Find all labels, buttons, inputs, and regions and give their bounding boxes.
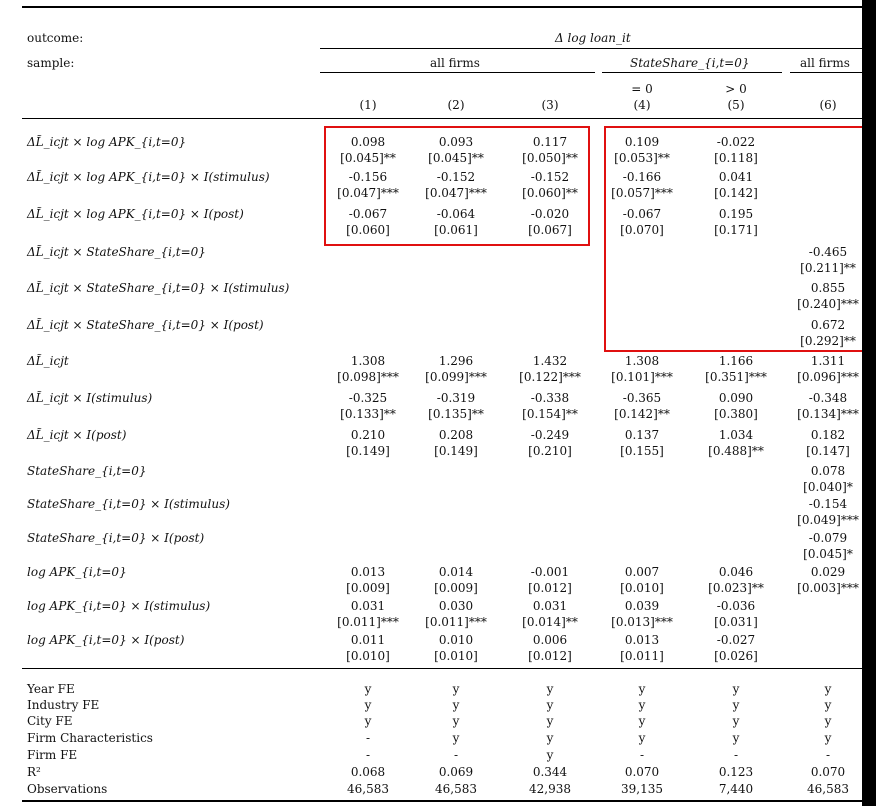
body-bottom-rule bbox=[22, 668, 862, 669]
coef-cell: -0.079 bbox=[808, 531, 848, 545]
se-cell: [0.101]*** bbox=[611, 370, 673, 384]
coef-cell: 0.030 bbox=[438, 599, 474, 613]
footer-cell: 46,583 bbox=[347, 782, 389, 796]
coef-cell: -0.020 bbox=[530, 207, 570, 221]
se-cell: [0.045]* bbox=[803, 547, 853, 561]
se-cell: [0.010] bbox=[434, 649, 478, 663]
coef-cell: 1.296 bbox=[438, 354, 474, 368]
se-cell: [0.098]*** bbox=[337, 370, 399, 384]
coef-cell: 0.078 bbox=[810, 464, 846, 478]
sample-label: sample: bbox=[27, 56, 75, 70]
footer-cell: 42,938 bbox=[529, 782, 571, 796]
footer-cell: 39,135 bbox=[621, 782, 663, 796]
se-cell: [0.142]** bbox=[614, 407, 670, 421]
coef-cell: 0.046 bbox=[718, 565, 754, 579]
coef-cell: -0.064 bbox=[436, 207, 476, 221]
coef-cell: 0.182 bbox=[810, 428, 846, 442]
row-label: ΔL̃_icjt × StateShare_{i,t=0} × I(stimulus) bbox=[27, 281, 290, 295]
se-cell: [0.031] bbox=[714, 615, 758, 629]
footer-cell: y bbox=[732, 714, 740, 728]
se-cell: [0.155] bbox=[620, 444, 664, 458]
se-cell: [0.060]** bbox=[522, 186, 578, 200]
coef-cell: -0.465 bbox=[808, 245, 848, 259]
se-cell: [0.057]*** bbox=[611, 186, 673, 200]
footer-cell: y bbox=[452, 714, 460, 728]
footer-label: Firm FE bbox=[27, 748, 78, 762]
row-label: ΔL̃_icjt × I(stimulus) bbox=[27, 391, 153, 405]
footer-cell: - bbox=[453, 748, 459, 762]
coef-cell: -0.249 bbox=[530, 428, 570, 442]
footer-cell: 46,583 bbox=[435, 782, 477, 796]
header-bottom-rule bbox=[22, 118, 862, 119]
se-cell: [0.122]*** bbox=[519, 370, 581, 384]
subsample-gt0: > 0 bbox=[725, 82, 747, 96]
coef-cell: 0.137 bbox=[624, 428, 660, 442]
se-cell: [0.014]** bbox=[522, 615, 578, 629]
subsample-eq0: = 0 bbox=[631, 82, 653, 96]
se-cell: [0.011]*** bbox=[425, 615, 487, 629]
coef-cell: -0.319 bbox=[436, 391, 476, 405]
coef-cell: -0.338 bbox=[530, 391, 570, 405]
column-number: (3) bbox=[541, 98, 559, 112]
coef-cell: -0.348 bbox=[808, 391, 848, 405]
footer-cell: 46,583 bbox=[807, 782, 849, 796]
se-cell: [0.011] bbox=[620, 649, 664, 663]
se-cell: [0.012] bbox=[528, 581, 572, 595]
se-cell: [0.147] bbox=[806, 444, 850, 458]
coef-cell: 1.166 bbox=[718, 354, 754, 368]
footer-cell: - bbox=[365, 731, 371, 745]
row-label: ΔL̃_icjt × log APK_{i,t=0} × I(post) bbox=[27, 207, 244, 221]
se-cell: [0.067] bbox=[528, 223, 572, 237]
se-cell: [0.047]*** bbox=[425, 186, 487, 200]
column-number: (6) bbox=[819, 98, 837, 112]
footer-cell: y bbox=[732, 698, 740, 712]
footer-cell: y bbox=[732, 731, 740, 745]
coef-cell: -0.166 bbox=[622, 170, 662, 184]
footer-label: City FE bbox=[27, 714, 73, 728]
footer-cell: 0.068 bbox=[350, 765, 386, 779]
coef-cell: -0.325 bbox=[348, 391, 388, 405]
se-cell: [0.012] bbox=[528, 649, 572, 663]
row-label: StateShare_{i,t=0} × I(post) bbox=[27, 531, 205, 545]
footer-cell: 0.070 bbox=[624, 765, 660, 779]
footer-cell: 0.069 bbox=[438, 765, 474, 779]
footer-cell: - bbox=[365, 748, 371, 762]
sample-rule-all-firms-2 bbox=[790, 72, 862, 73]
coef-cell: 0.195 bbox=[718, 207, 754, 221]
se-cell: [0.149] bbox=[346, 444, 390, 458]
se-cell: [0.134]*** bbox=[797, 407, 859, 421]
coef-cell: 1.432 bbox=[532, 354, 568, 368]
se-cell: [0.061] bbox=[434, 223, 478, 237]
coef-cell: 0.013 bbox=[624, 633, 660, 647]
footer-cell: - bbox=[825, 748, 831, 762]
se-cell: [0.118] bbox=[714, 151, 758, 165]
se-cell: [0.023]** bbox=[708, 581, 764, 595]
se-cell: [0.149] bbox=[434, 444, 478, 458]
se-cell: [0.010] bbox=[346, 649, 390, 663]
sample-rule-stateshare bbox=[602, 72, 782, 73]
se-cell: [0.053]** bbox=[614, 151, 670, 165]
se-cell: [0.040]* bbox=[803, 480, 853, 494]
footer-cell: y bbox=[824, 698, 832, 712]
coef-cell: 0.007 bbox=[624, 565, 660, 579]
coef-cell: 0.031 bbox=[532, 599, 568, 613]
coef-cell: -0.022 bbox=[716, 135, 756, 149]
footer-cell: y bbox=[546, 714, 554, 728]
se-cell: [0.488]** bbox=[708, 444, 764, 458]
sample-stateshare: StateShare_{i,t=0} bbox=[630, 56, 750, 70]
se-cell: [0.009] bbox=[434, 581, 478, 595]
sample-rule-all-firms bbox=[320, 72, 595, 73]
se-cell: [0.211]** bbox=[800, 261, 856, 275]
coef-cell: 0.006 bbox=[532, 633, 568, 647]
coef-cell: -0.027 bbox=[716, 633, 756, 647]
footer-cell: y bbox=[638, 714, 646, 728]
se-cell: [0.003]*** bbox=[797, 581, 859, 595]
coef-cell: 0.010 bbox=[438, 633, 474, 647]
footer-cell: y bbox=[452, 682, 460, 696]
coef-cell: -0.365 bbox=[622, 391, 662, 405]
row-label: StateShare_{i,t=0} bbox=[27, 464, 147, 478]
se-cell: [0.011]*** bbox=[337, 615, 399, 629]
footer-cell: y bbox=[546, 748, 554, 762]
se-cell: [0.210] bbox=[528, 444, 572, 458]
footer-cell: - bbox=[639, 748, 645, 762]
footer-cell: 0.344 bbox=[532, 765, 568, 779]
footer-cell: y bbox=[364, 698, 372, 712]
se-cell: [0.292]** bbox=[800, 334, 856, 348]
table-bottom-rule bbox=[22, 800, 862, 802]
footer-cell: y bbox=[452, 731, 460, 745]
coef-cell: 1.311 bbox=[810, 354, 846, 368]
coef-cell: 0.041 bbox=[718, 170, 754, 184]
coef-cell: 1.308 bbox=[350, 354, 386, 368]
coef-cell: 0.039 bbox=[624, 599, 660, 613]
coef-cell: -0.152 bbox=[436, 170, 476, 184]
footer-cell: y bbox=[546, 698, 554, 712]
footer-label: Industry FE bbox=[27, 698, 100, 712]
se-cell: [0.013]*** bbox=[611, 615, 673, 629]
top-rule bbox=[22, 6, 862, 8]
se-cell: [0.135]** bbox=[428, 407, 484, 421]
coef-cell: -0.067 bbox=[622, 207, 662, 221]
coef-cell: -0.067 bbox=[348, 207, 388, 221]
coef-cell: -0.001 bbox=[530, 565, 570, 579]
footer-cell: y bbox=[638, 731, 646, 745]
coef-cell: -0.036 bbox=[716, 599, 756, 613]
footer-label: Firm Characteristics bbox=[27, 731, 153, 745]
se-cell: [0.133]** bbox=[340, 407, 396, 421]
row-label: ΔL̃_icjt × StateShare_{i,t=0} × I(post) bbox=[27, 318, 264, 332]
footer-cell: y bbox=[638, 682, 646, 696]
row-label: log APK_{i,t=0} bbox=[27, 565, 127, 579]
row-label: ΔL̃_icjt × StateShare_{i,t=0} bbox=[27, 245, 206, 259]
coef-cell: 0.090 bbox=[718, 391, 754, 405]
coef-cell: 0.208 bbox=[438, 428, 474, 442]
footer-cell: y bbox=[364, 714, 372, 728]
row-label: ΔL̃_icjt × I(post) bbox=[27, 428, 127, 442]
row-label: ΔL̃_icjt bbox=[27, 354, 69, 368]
coef-cell: -0.154 bbox=[808, 497, 848, 511]
footer-label: Observations bbox=[27, 782, 108, 796]
coef-cell: -0.152 bbox=[530, 170, 570, 184]
coef-cell: 0.210 bbox=[350, 428, 386, 442]
footer-cell: y bbox=[364, 682, 372, 696]
footer-cell: y bbox=[546, 682, 554, 696]
se-cell: [0.050]** bbox=[522, 151, 578, 165]
outcome-value: Δ log loan_it bbox=[555, 31, 631, 45]
se-cell: [0.380] bbox=[714, 407, 758, 421]
footer-cell: y bbox=[452, 698, 460, 712]
footer-label: Year FE bbox=[27, 682, 75, 696]
se-cell: [0.010] bbox=[620, 581, 664, 595]
row-label: ΔL̃_icjt × log APK_{i,t=0} bbox=[27, 135, 187, 149]
se-cell: [0.045]** bbox=[340, 151, 396, 165]
row-label: log APK_{i,t=0} × I(stimulus) bbox=[27, 599, 211, 613]
outcome-rule bbox=[320, 48, 862, 49]
se-cell: [0.351]*** bbox=[705, 370, 767, 384]
column-number: (4) bbox=[633, 98, 651, 112]
column-number: (2) bbox=[447, 98, 465, 112]
coef-cell: 0.855 bbox=[810, 281, 846, 295]
se-cell: [0.047]*** bbox=[337, 186, 399, 200]
row-label: StateShare_{i,t=0} × I(stimulus) bbox=[27, 497, 230, 511]
footer-cell: y bbox=[732, 682, 740, 696]
footer-cell: y bbox=[824, 731, 832, 745]
footer-label: R² bbox=[27, 765, 41, 779]
coef-cell: 0.109 bbox=[624, 135, 660, 149]
se-cell: [0.096]*** bbox=[797, 370, 859, 384]
footer-cell: - bbox=[733, 748, 739, 762]
coef-cell: 1.308 bbox=[624, 354, 660, 368]
coef-cell: 0.011 bbox=[350, 633, 386, 647]
sample-all-firms-2: all firms bbox=[800, 56, 850, 70]
se-cell: [0.026] bbox=[714, 649, 758, 663]
coef-cell: 0.031 bbox=[350, 599, 386, 613]
coef-cell: 0.098 bbox=[350, 135, 386, 149]
column-number: (5) bbox=[727, 98, 745, 112]
se-cell: [0.240]*** bbox=[797, 297, 859, 311]
footer-cell: 0.070 bbox=[810, 765, 846, 779]
coef-cell: 1.034 bbox=[718, 428, 754, 442]
row-label: log APK_{i,t=0} × I(post) bbox=[27, 633, 185, 647]
coef-cell: 0.029 bbox=[810, 565, 846, 579]
se-cell: [0.142] bbox=[714, 186, 758, 200]
se-cell: [0.009] bbox=[346, 581, 390, 595]
outcome-label: outcome: bbox=[27, 31, 84, 45]
footer-cell: y bbox=[638, 698, 646, 712]
se-cell: [0.154]** bbox=[522, 407, 578, 421]
footer-cell: y bbox=[824, 714, 832, 728]
coef-cell: -0.156 bbox=[348, 170, 388, 184]
se-cell: [0.045]** bbox=[428, 151, 484, 165]
coef-cell: 0.117 bbox=[532, 135, 568, 149]
footer-cell: y bbox=[824, 682, 832, 696]
footer-cell: 7,440 bbox=[718, 782, 754, 796]
coef-cell: 0.093 bbox=[438, 135, 474, 149]
footer-cell: y bbox=[546, 731, 554, 745]
coef-cell: 0.672 bbox=[810, 318, 846, 332]
coef-cell: 0.014 bbox=[438, 565, 474, 579]
se-cell: [0.060] bbox=[346, 223, 390, 237]
se-cell: [0.070] bbox=[620, 223, 664, 237]
column-number: (1) bbox=[359, 98, 377, 112]
row-label: ΔL̃_icjt × log APK_{i,t=0} × I(stimulus) bbox=[27, 170, 270, 184]
footer-cell: 0.123 bbox=[718, 765, 754, 779]
se-cell: [0.171] bbox=[714, 223, 758, 237]
sample-all-firms: all firms bbox=[430, 56, 480, 70]
coef-cell: 0.013 bbox=[350, 565, 386, 579]
se-cell: [0.049]*** bbox=[797, 513, 859, 527]
se-cell: [0.099]*** bbox=[425, 370, 487, 384]
